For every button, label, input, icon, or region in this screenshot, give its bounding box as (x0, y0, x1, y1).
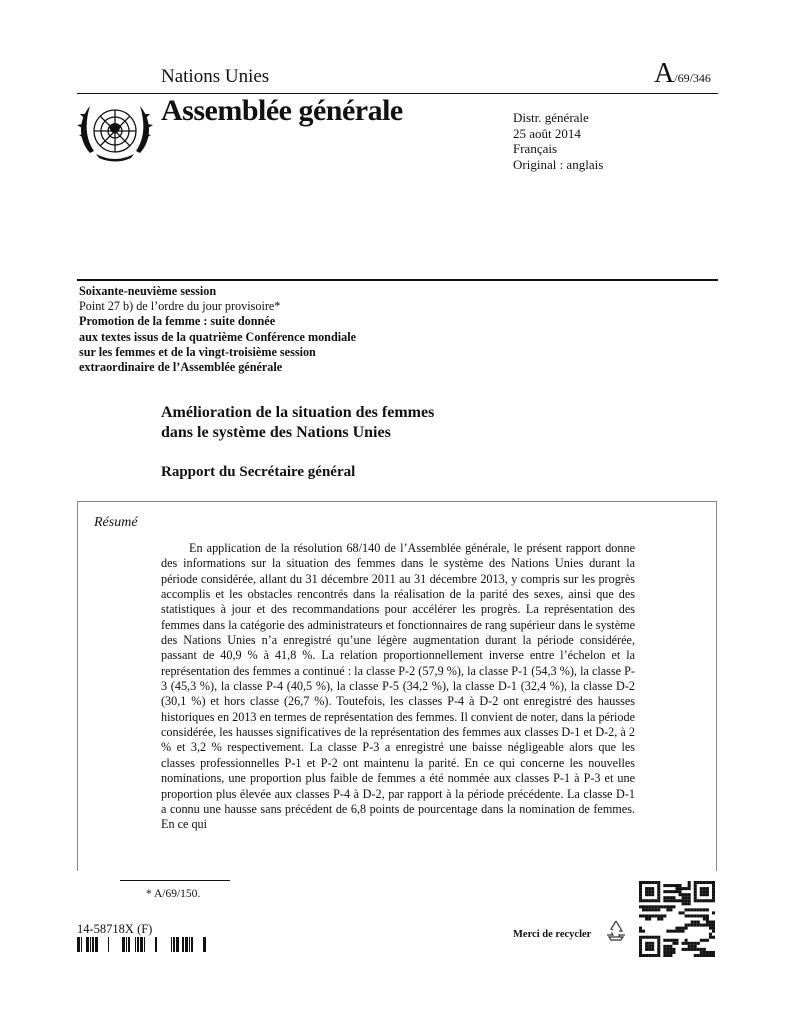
agenda-item: Point 27 b) de l’ordre du jour provisoire* (79, 299, 281, 314)
footnote-rule (120, 880, 230, 881)
agenda-item-title-line-4: extraordinaire de l’Assemblée générale (79, 360, 283, 375)
footnote: * A/69/150. (146, 888, 201, 900)
summary-label: Résumé (94, 515, 138, 530)
document-date: 25 août 2014 (513, 125, 581, 141)
distribution-block (513, 110, 603, 172)
agenda-item-title-line-2: aux textes issus de la quatrième Conférence mondiale (79, 329, 357, 344)
original-language: Original : anglais (513, 156, 604, 172)
recycle-text: Merci de recycler (513, 929, 592, 940)
recycle-icon (604, 918, 628, 942)
document-symbol (654, 58, 711, 90)
agenda-item-title-line-3: sur les femmes et de la vingt-troisième session (79, 344, 316, 359)
report-title-line-2: dans le système des Nations Unies (161, 424, 391, 441)
document-language: Français (513, 141, 558, 156)
un-emblem-icon (76, 98, 154, 170)
report-author: Rapport du Secrétaire général (161, 464, 356, 480)
symbol-rest: /69/346 (674, 71, 711, 85)
distribution-type: Distr. générale (513, 110, 589, 125)
summary-text: En application de la résolution 68/140 de l’Assemblée générale, le présent rapport donne des informations sur la situation des femmes dans le système des Nations Unies durant la période considérée, allant du 31 décembre 2011 au 31 décembre 2013, y compris sur les progrès accomplis et les obstacles rencontrés dans la réalisation de la parité des sexes, ainsi que des statistiques à jour et des recommandations pour accélérer les progrès. La représentation des femmes dans la catégorie des administrateurs et fonctionnaires de rang supérieur dans le système des Nations Unies n’a enregistré qu’une légère augmentation durant la période considérée, passant de 40,9 % à 41,8 %. La relation proportionnellement inverse entre l’échelon et la représentation des femmes a continué : la classe P-2 (57,9 %), la classe P-1 (54,3 %), la classe P-3 (45,3 %), la classe P-4 (40,5 %), la classe P-5 (34,2 %), la classe D-1 (32,4 %), la classe D-2 (30,1 %) et hors classe (26,7 %). Toutefois, les classes P-4 à D-2 ont enregistré des hausses historiques en 2013 en termes de représentation des femmes. Il convient de noter, dans la période considérée, les hausses significatives de la représentation des femmes aux classes D-1 et D-2, à 2 % et 3,2 % respectivement. La classe P-3 a enregistré une baisse négligeable alors que les classes professionnelles P-1 et P-2 ont maintenu la parité. En ce qui concerne les nouvelles nominations, une proportion plus faible de femmes a été nommée aux classes P-1 à P-3 et une proportion plus élevée aux classes P-4 à D-2, par rapport à la période précédente. La classe D-1 a connu une hausse sans précédent de 6,8 points de pourcentage dans la nomination de femmes. En ce qui (161, 541, 635, 832)
session-name: Soixante-neuvième session (79, 284, 217, 298)
barcode-icon (77, 937, 209, 952)
job-number: 14-58718X (F) (77, 922, 153, 936)
report-title-line-1: Amélioration de la situation des femmes (161, 404, 435, 421)
agenda-item-title-line-1: Promotion de la femme : suite donnée (79, 314, 276, 329)
body-title: Assemblée générale (161, 94, 403, 127)
qr-code-icon (639, 881, 715, 957)
symbol-main: A (654, 58, 675, 89)
org-name: Nations Unies (161, 66, 270, 87)
report-title (161, 403, 434, 443)
session-block (79, 284, 499, 375)
session-rule (77, 279, 718, 281)
